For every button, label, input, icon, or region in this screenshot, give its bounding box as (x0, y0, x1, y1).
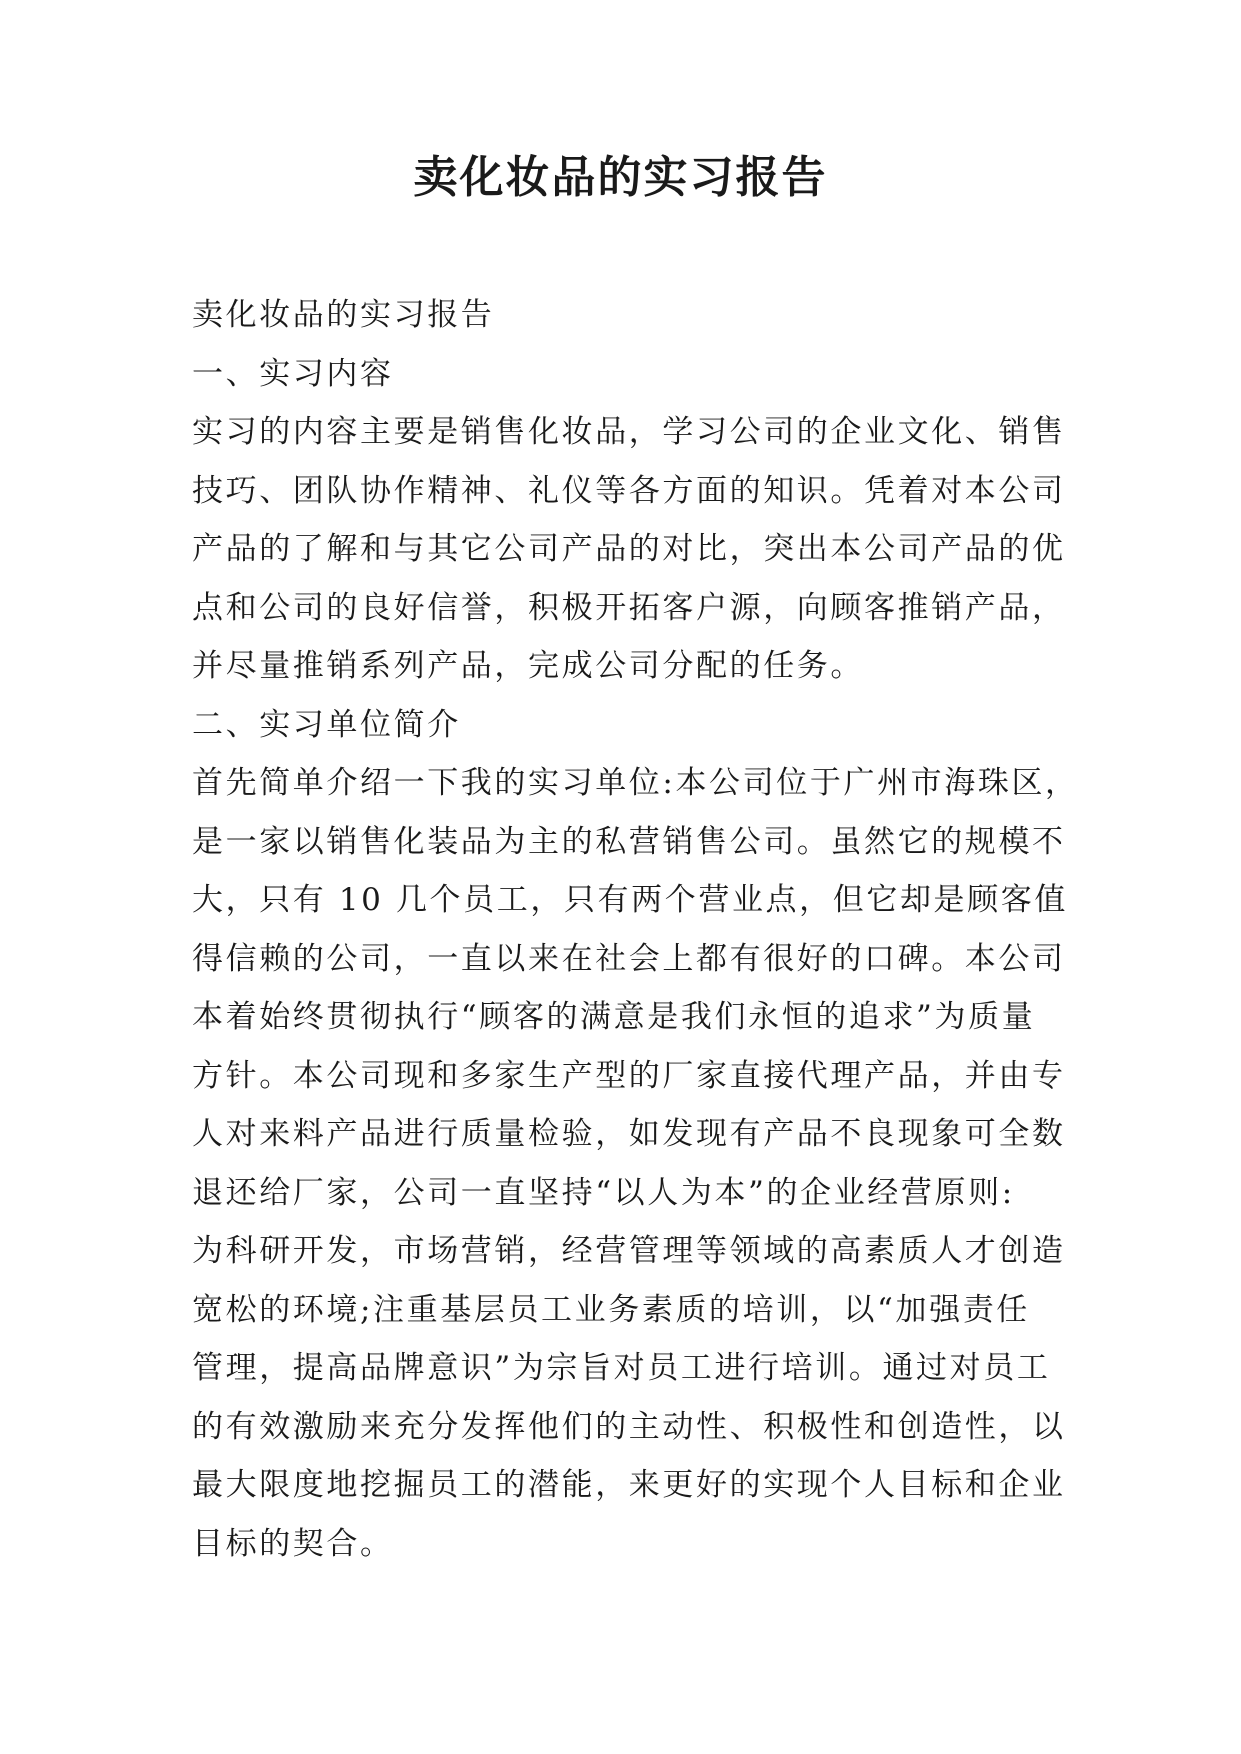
body-line: 产品的了解和与其它公司产品的对比，突出本公司产品的优 (192, 531, 1066, 567)
document-body (192, 286, 1079, 1573)
body-line: 卖化妆品的实习报告 (192, 297, 495, 333)
body-line: 实习的内容主要是销售化妆品，学习公司的企业文化、销售 (192, 414, 1066, 450)
body-line: 人对来料产品进行质量检验，如发现有产品不良现象可全数 (192, 1116, 1066, 1152)
body-line: 目标的契合。 (192, 1525, 394, 1562)
body-line: 本着始终贯彻执行“顾客的满意是我们永恒的追求”为质量 (192, 999, 1036, 1035)
body-line: 点和公司的良好信誉，积极开拓客户源，向顾客推销产品， (192, 589, 1066, 626)
body-line: 得信赖的公司，一直以来在社会上都有很好的口碑。本公司 (192, 940, 1066, 977)
body-line: 宽松的环境;注重基层员工业务素质的培训，以“加强责任 (192, 1291, 1030, 1328)
body-line: 大，只有 10 几个员工，只有两个营业点，但它却是顾客值 (192, 882, 1068, 918)
body-line: 并尽量推销系列产品，完成公司分配的任务。 (192, 648, 864, 684)
document-title: 卖化妆品的实习报告 (413, 152, 828, 203)
body-line: 的有效激励来充分发挥他们的主动性、积极性和创造性，以 (192, 1408, 1066, 1445)
section-heading: 一、实习内容 (192, 355, 394, 392)
section-heading: 二、实习单位简介 (192, 706, 461, 743)
body-line: 技巧、团队协作精神、礼仪等各方面的知识。凭着对本公司 (192, 472, 1066, 509)
body-line: 为科研开发，市场营销，经营管理等领域的高素质人才创造 (192, 1233, 1066, 1269)
body-line: 是一家以销售化装品为主的私营销售公司。虽然它的规模不 (192, 823, 1066, 860)
body-line: 管理，提高品牌意识”为宗旨对员工进行培训。通过对员工 (192, 1350, 1051, 1386)
body-line: 方针。本公司现和多家生产型的厂家直接代理产品，并由专 (192, 1057, 1066, 1094)
body-line: 最大限度地挖掘员工的潜能，来更好的实现个人目标和企业 (192, 1467, 1066, 1503)
body-line: 退还给厂家，公司一直坚持“以人为本”的企业经营原则: (192, 1174, 1015, 1211)
body-line: 首先简单介绍一下我的实习单位:本公司位于广州市海珠区， (192, 765, 1079, 801)
